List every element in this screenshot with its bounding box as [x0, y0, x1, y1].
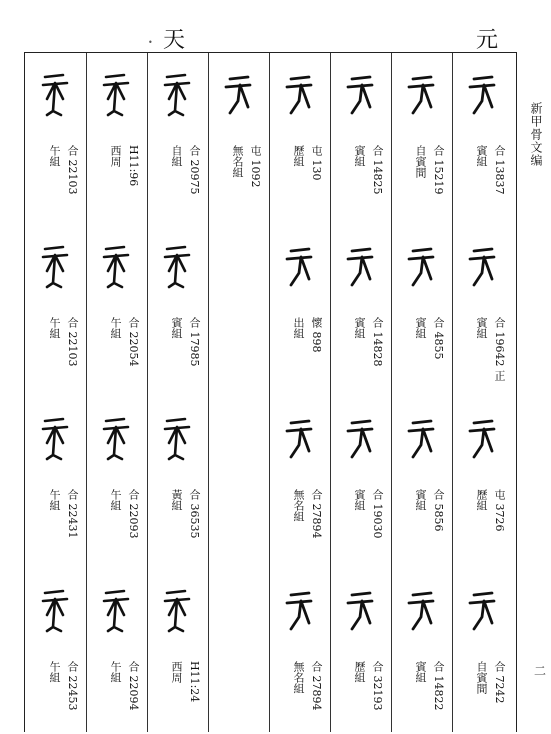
source-reference: 合 14828	[371, 317, 384, 367]
group-label: 出組	[292, 317, 305, 339]
tian-glyph-icon	[37, 415, 73, 461]
source-reference: 屯 130	[310, 145, 323, 181]
yuan-glyph-icon	[403, 415, 439, 461]
column-5	[269, 53, 331, 732]
source-reference: 合 22103	[66, 145, 79, 195]
glyph-entry	[391, 397, 452, 562]
group-label: 賓組	[353, 317, 366, 339]
group-label: 賓組	[414, 489, 427, 511]
group-label: 無名組	[292, 661, 305, 694]
source-reference: 合 15219	[432, 145, 445, 195]
source-reference: 懷 898	[310, 317, 323, 353]
yuan-glyph-icon	[281, 415, 317, 461]
group-label: 賓組	[414, 661, 427, 683]
glyph-entry	[86, 53, 147, 218]
tian-glyph-icon	[159, 587, 195, 633]
tian-glyph-icon	[98, 415, 134, 461]
tian-glyph-icon	[98, 243, 134, 289]
source-reference: 合 19030	[371, 489, 384, 539]
group-label: 歷組	[353, 661, 366, 683]
column-4	[208, 53, 270, 732]
source-reference: H11:24	[188, 661, 201, 703]
tian-glyph-icon	[37, 587, 73, 633]
tian-glyph-icon	[159, 415, 195, 461]
glyph-entry	[330, 225, 391, 390]
source-reference: 合 5856	[432, 489, 445, 532]
group-label: 歷組	[292, 145, 305, 167]
glyph-entry	[330, 53, 391, 218]
glyph-entry	[86, 397, 147, 562]
group-label: 賓組	[414, 317, 427, 339]
group-label: 自組	[170, 145, 183, 167]
group-label: 西周	[170, 661, 183, 683]
yuan-glyph-icon	[464, 587, 500, 633]
source-reference: 合 22094	[127, 661, 140, 711]
group-label: 自賓間	[475, 661, 488, 694]
glyph-entry	[25, 225, 86, 390]
source-reference: 合 36535	[188, 489, 201, 539]
source-reference: 合 19642 正	[493, 317, 506, 381]
group-label: 午組	[48, 317, 61, 339]
side-title: 新甲骨文编	[529, 102, 543, 167]
source-reference: 合 13837	[493, 145, 506, 195]
group-label: 賓組	[170, 317, 183, 339]
source-reference: 合 7242	[493, 661, 506, 704]
glyph-entry	[208, 53, 269, 218]
glyph-entry	[86, 569, 147, 734]
yuan-glyph-icon	[281, 587, 317, 633]
group-label: 歷組	[475, 489, 488, 511]
source-reference: 合 22453	[66, 661, 79, 711]
glyph-entry	[269, 53, 330, 218]
glyph-entry	[452, 225, 513, 390]
group-label: 賓組	[353, 145, 366, 167]
column-6	[330, 53, 392, 732]
source-reference: 合 22054	[127, 317, 140, 367]
source-reference: 合 20975	[188, 145, 201, 195]
source-reference: H11:96	[127, 145, 140, 187]
header-character-tian: 天	[163, 28, 186, 53]
tian-glyph-icon	[98, 71, 134, 117]
glyph-table	[24, 52, 517, 732]
column-7	[391, 53, 453, 732]
glyph-entry	[330, 397, 391, 562]
tian-glyph-icon	[159, 71, 195, 117]
yuan-glyph-icon	[342, 243, 378, 289]
source-reference: 屯 3726	[493, 489, 506, 532]
group-label: 午組	[109, 317, 122, 339]
column-8	[452, 53, 513, 732]
glyph-entry	[25, 53, 86, 218]
yuan-glyph-icon	[403, 71, 439, 117]
glyph-entry	[86, 225, 147, 390]
group-label: 賓組	[475, 145, 488, 167]
tian-glyph-icon	[98, 587, 134, 633]
source-reference: 合 14822	[432, 661, 445, 711]
yuan-glyph-icon	[464, 71, 500, 117]
yuan-glyph-icon	[220, 71, 256, 117]
column-3	[147, 53, 209, 732]
glyph-entry	[147, 569, 208, 734]
source-reference: 合 14825	[371, 145, 384, 195]
group-label: 無名組	[231, 145, 244, 178]
glyph-entry	[330, 569, 391, 734]
glyph-entry	[25, 569, 86, 734]
group-label: 無名組	[292, 489, 305, 522]
glyph-entry	[269, 397, 330, 562]
tian-glyph-icon	[159, 243, 195, 289]
glyph-entry	[269, 569, 330, 734]
yuan-glyph-icon	[281, 71, 317, 117]
yuan-glyph-icon	[342, 415, 378, 461]
yuan-glyph-icon	[342, 587, 378, 633]
glyph-entry	[452, 397, 513, 562]
group-label: 午組	[48, 489, 61, 511]
source-reference: 合 22093	[127, 489, 140, 539]
group-label: 西周	[109, 145, 122, 167]
group-label: 賓組	[353, 489, 366, 511]
group-label: 午組	[48, 661, 61, 683]
glyph-entry	[391, 225, 452, 390]
source-reference: 合 32193	[371, 661, 384, 711]
source-reference: 合 4855	[432, 317, 445, 360]
glyph-entry	[391, 569, 452, 734]
group-label: 午組	[48, 145, 61, 167]
source-reference: 合 22431	[66, 489, 79, 539]
glyph-entry	[25, 397, 86, 562]
yuan-glyph-icon	[342, 71, 378, 117]
column-1	[25, 53, 87, 732]
glyph-entry	[269, 225, 330, 390]
glyph-entry	[452, 569, 513, 734]
glyph-entry	[147, 397, 208, 562]
header-dot: •	[148, 38, 153, 47]
glyph-entry	[147, 225, 208, 390]
tian-glyph-icon	[37, 71, 73, 117]
source-reference: 合 22103	[66, 317, 79, 367]
source-reference: 合 17985	[188, 317, 201, 367]
source-reference: 合 27894	[310, 489, 323, 539]
group-label: 賓組	[475, 317, 488, 339]
group-label: 午組	[109, 489, 122, 511]
yuan-glyph-icon	[464, 243, 500, 289]
tian-glyph-icon	[37, 243, 73, 289]
yuan-glyph-icon	[464, 415, 500, 461]
glyph-entry	[147, 53, 208, 218]
source-reference: 合 27894	[310, 661, 323, 711]
header-character-yuan: 元	[476, 28, 499, 53]
group-label: 午組	[109, 661, 122, 683]
glyph-entry	[391, 53, 452, 218]
glyph-entry	[452, 53, 513, 218]
yuan-glyph-icon	[403, 587, 439, 633]
group-label: 自賓間	[414, 145, 427, 178]
column-2	[86, 53, 148, 732]
group-label: 黃組	[170, 489, 183, 511]
yuan-glyph-icon	[281, 243, 317, 289]
page-number: 二	[534, 664, 547, 678]
yuan-glyph-icon	[403, 243, 439, 289]
source-reference: 屯 1092	[249, 145, 262, 188]
